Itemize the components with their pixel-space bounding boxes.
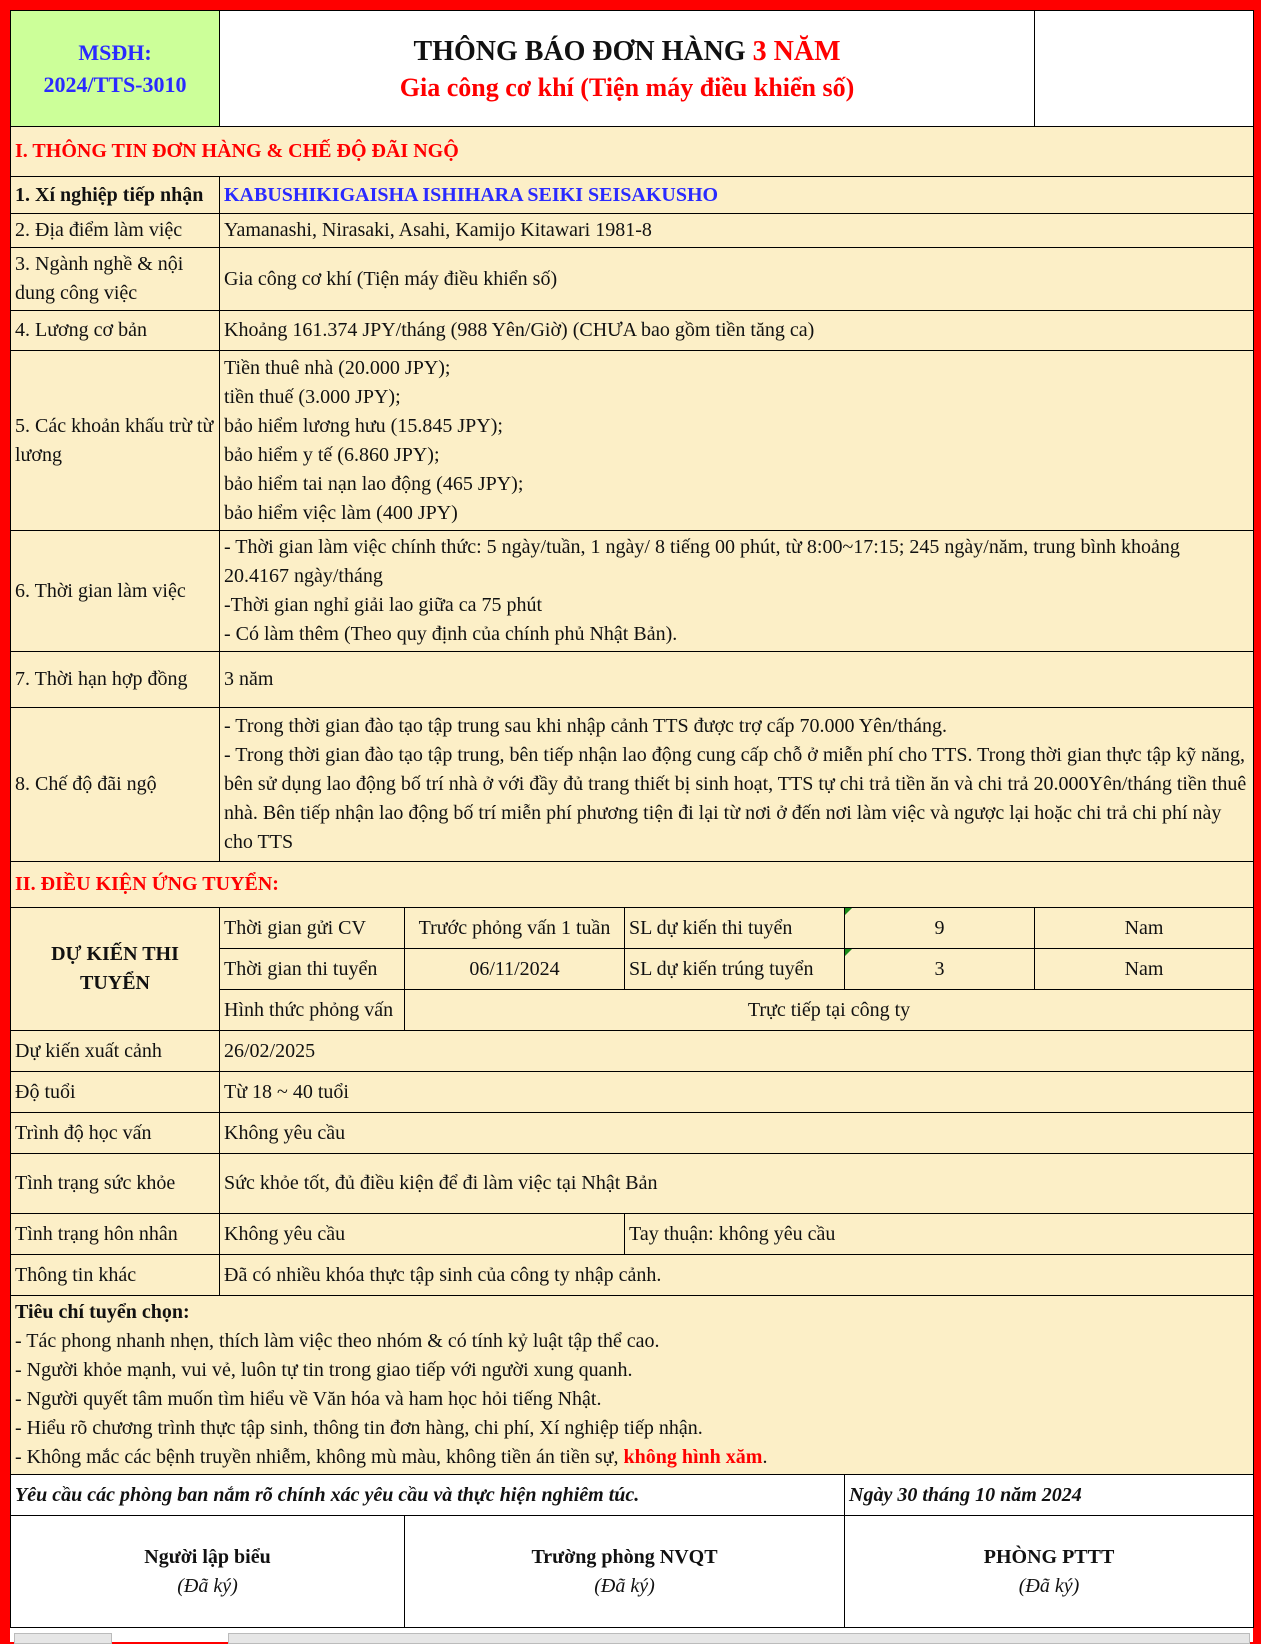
benefit-line: - Trong thời gian đào tạo tập trung sau khi nhập cảnh TTS được trợ cấp 70.000 Yên/tháng. — [224, 715, 948, 737]
no-tattoo-highlight: không hình xăm — [623, 1446, 763, 1468]
work-time-line: - Thời gian làm việc chính thức: 5 ngày/tuần, 1 ngày/ 8 tiếng 00 phút, từ 8:00~17:15; 245 ngày/năm, trung bình khoảng 20.4167 ngày/tháng — [224, 536, 1180, 587]
handedness-requirement: Tay thuận: không yêu cầu — [625, 1214, 1254, 1255]
deduction-item: tiền thuế (3.000 JPY); — [224, 385, 401, 408]
pass-quota-label: SL dự kiến trúng tuyển — [625, 949, 845, 990]
title-prefix: THÔNG BÁO ĐƠN HÀNG — [413, 35, 746, 67]
sheet-tab[interactable] — [14, 1633, 112, 1644]
signer-status: (Đã ký) — [594, 1574, 655, 1597]
title-duration: 3 NĂM — [752, 35, 841, 67]
exam-date-label: Thời gian thi tuyển — [220, 949, 405, 990]
departure-date: 26/02/2025 — [220, 1031, 1254, 1072]
work-time-line: -Thời gian nghỉ giải lao giữa ca 75 phút — [224, 594, 543, 616]
basic-salary: Khoảng 161.374 JPY/tháng (988 Yên/Giờ) (CHƯA bao gồm tiền tăng ca) — [220, 311, 1254, 351]
work-time-line: - Có làm thêm (Theo quy định của chính phủ Nhật Bản). — [224, 623, 678, 645]
order-notice-sheet — [10, 10, 1253, 1642]
row-label-departure: Dự kiến xuất cảnh — [11, 1031, 220, 1072]
signer-role: Người lập biểu — [144, 1545, 271, 1568]
criteria-item: - Người khỏe mạnh, vui vẻ, luôn tự tin trong giao tiếp với người xung quanh. — [15, 1359, 633, 1381]
marital-requirement: Không yêu cầu — [220, 1214, 625, 1255]
row-label-other: Thông tin khác — [11, 1255, 220, 1296]
exam-date-value: 06/11/2024 — [405, 949, 625, 990]
signer-role: Trường phòng NVQT — [531, 1545, 718, 1568]
signer-2 — [405, 1516, 845, 1628]
row-label-marital: Tình trạng hôn nhân — [11, 1214, 220, 1255]
row-label-salary: 4. Lương cơ bản — [11, 311, 220, 351]
health-requirement: Sức khỏe tốt, đủ điều kiện để đi làm việc tại Nhật Bản — [220, 1154, 1254, 1214]
deduction-item: bảo hiểm y tế (6.860 JPY); — [224, 443, 440, 466]
title-cell — [220, 11, 1035, 127]
exam-quota-gender: Nam — [1035, 908, 1254, 949]
exam-quota-value: 9 — [845, 908, 1035, 949]
other-info: Đã có nhiều khóa thực tập sinh của công ty nhập cảnh. — [220, 1255, 1254, 1296]
footer-note: Yêu cầu các phòng ban nắm rõ chính xác yêu cầu và thực hiện nghiêm túc. — [11, 1475, 845, 1516]
benefit-line: - Trong thời gian đào tạo tập trung, bên tiếp nhận lao động cung cấp chỗ ở miễn phí cho TTS. Trong thời gian thực tập kỹ năng, bên sử dụng lao động bố trí nhà ở với đầy đủ trang thiết bị sinh hoạt, TTS tự chi trả tiền ăn và chi trả 20.000Yên/tháng tiền thuê nhà. Bên tiếp nhận lao động bố trí miễn phí phương tiện đi lại từ nơi ở đến nơi làm việc và ngược lại hoặc chi trả chi phí này cho TTS — [224, 744, 1247, 853]
contract-duration: 3 năm — [220, 652, 1254, 708]
criteria-item: - Tác phong nhanh nhẹn, thích làm việc theo nhóm & có tính kỷ luật tập thể cao. — [15, 1330, 660, 1352]
row-label-contract: 7. Thời hạn hợp đồng — [11, 652, 220, 708]
criteria-last-suffix: . — [762, 1446, 768, 1468]
page-title — [224, 33, 1030, 71]
row-label-company: 1. Xí nghiệp tiếp nhận — [11, 177, 220, 214]
interview-value: Trực tiếp tại công ty — [405, 990, 1254, 1031]
cv-time-value: Trước phỏng vấn 1 tuần — [405, 908, 625, 949]
deduction-item: bảo hiểm tai nạn lao động (465 JPY); — [224, 472, 524, 495]
order-code: 2024/TTS-3010 — [43, 71, 187, 97]
criteria-item: - Người quyết tâm muốn tìm hiểu về Văn hóa và ham học hỏi tiếng Nhật. — [15, 1388, 602, 1410]
criteria-item — [15, 1443, 1249, 1472]
deductions-list — [220, 351, 1254, 531]
criteria-title: Tiêu chí tuyển chọn: — [15, 1301, 190, 1323]
section-1-title: I. THÔNG TIN ĐƠN HÀNG & CHẾ ĐỘ ĐÃI NGỘ — [11, 127, 1254, 177]
exam-quota-label: SL dự kiến thi tuyển — [625, 908, 845, 949]
pass-quota-value: 3 — [845, 949, 1035, 990]
signer-status: (Đã ký) — [177, 1574, 238, 1597]
work-location: Yamanashi, Nirasaki, Asahi, Kamijo Kitawari 1981-8 — [220, 214, 1254, 248]
footer-date: Ngày 30 tháng 10 năm 2024 — [845, 1475, 1254, 1516]
row-label-benefits: 8. Chế độ đãi ngộ — [11, 708, 220, 862]
sheet-scrollbar-area — [10, 1630, 1253, 1642]
signer-1 — [11, 1516, 405, 1628]
deduction-item: bảo hiểm việc làm (400 JPY) — [224, 501, 458, 524]
signer-3 — [845, 1516, 1254, 1628]
header-blank-cell — [1035, 11, 1254, 127]
order-code-cell — [11, 11, 220, 127]
row-label-age: Độ tuổi — [11, 1072, 220, 1113]
company-name: KABUSHIKIGAISHA ISHIHARA SEIKI SEISAKUSHO — [220, 177, 1254, 214]
work-time-details — [220, 531, 1254, 652]
order-table — [10, 10, 1254, 1628]
section-2-title: II. ĐIỀU KIỆN ỨNG TUYỂN: — [11, 862, 1254, 908]
row-label-location: 2. Địa điểm làm việc — [11, 214, 220, 248]
horizontal-scrollbar[interactable] — [228, 1633, 1250, 1644]
page-subtitle: Gia công cơ khí (Tiện máy điều khiển số) — [399, 72, 855, 102]
row-label-deductions: 5. Các khoản khấu trừ từ lương — [11, 351, 220, 531]
benefits-details — [220, 708, 1254, 862]
signer-status: (Đã ký) — [1018, 1574, 1080, 1597]
row-label-work-time: 6. Thời gian làm việc — [11, 531, 220, 652]
age-range: Từ 18 ~ 40 tuổi — [220, 1072, 1254, 1113]
education-requirement: Không yêu cầu — [220, 1113, 1254, 1154]
signer-role: PHÒNG PTTT — [983, 1545, 1115, 1568]
row-label-education: Trình độ học vấn — [11, 1113, 220, 1154]
pass-quota-gender: Nam — [1035, 949, 1254, 990]
deduction-item: bảo hiểm lương hưu (15.845 JPY); — [224, 414, 503, 437]
exam-plan-label: DỰ KIẾN THI TUYỂN — [11, 908, 220, 1031]
deduction-item: Tiền thuê nhà (20.000 JPY); — [224, 356, 451, 379]
row-label-job: 3. Ngành nghề & nội dung công việc — [11, 248, 220, 311]
order-code-label: MSĐH: — [78, 39, 152, 65]
cv-time-label: Thời gian gửi CV — [220, 908, 405, 949]
job-description: Gia công cơ khí (Tiện máy điều khiển số) — [220, 248, 1254, 311]
selection-criteria — [11, 1296, 1254, 1475]
criteria-item: - Hiểu rõ chương trình thực tập sinh, thông tin đơn hàng, chi phí, Xí nghiệp tiếp nhận. — [15, 1417, 703, 1439]
criteria-last-prefix: - Không mắc các bệnh truyền nhiễm, không mù màu, không tiền án tiền sự, — [15, 1446, 624, 1468]
interview-label: Hình thức phỏng vấn — [220, 990, 405, 1031]
row-label-health: Tình trạng sức khỏe — [11, 1154, 220, 1214]
